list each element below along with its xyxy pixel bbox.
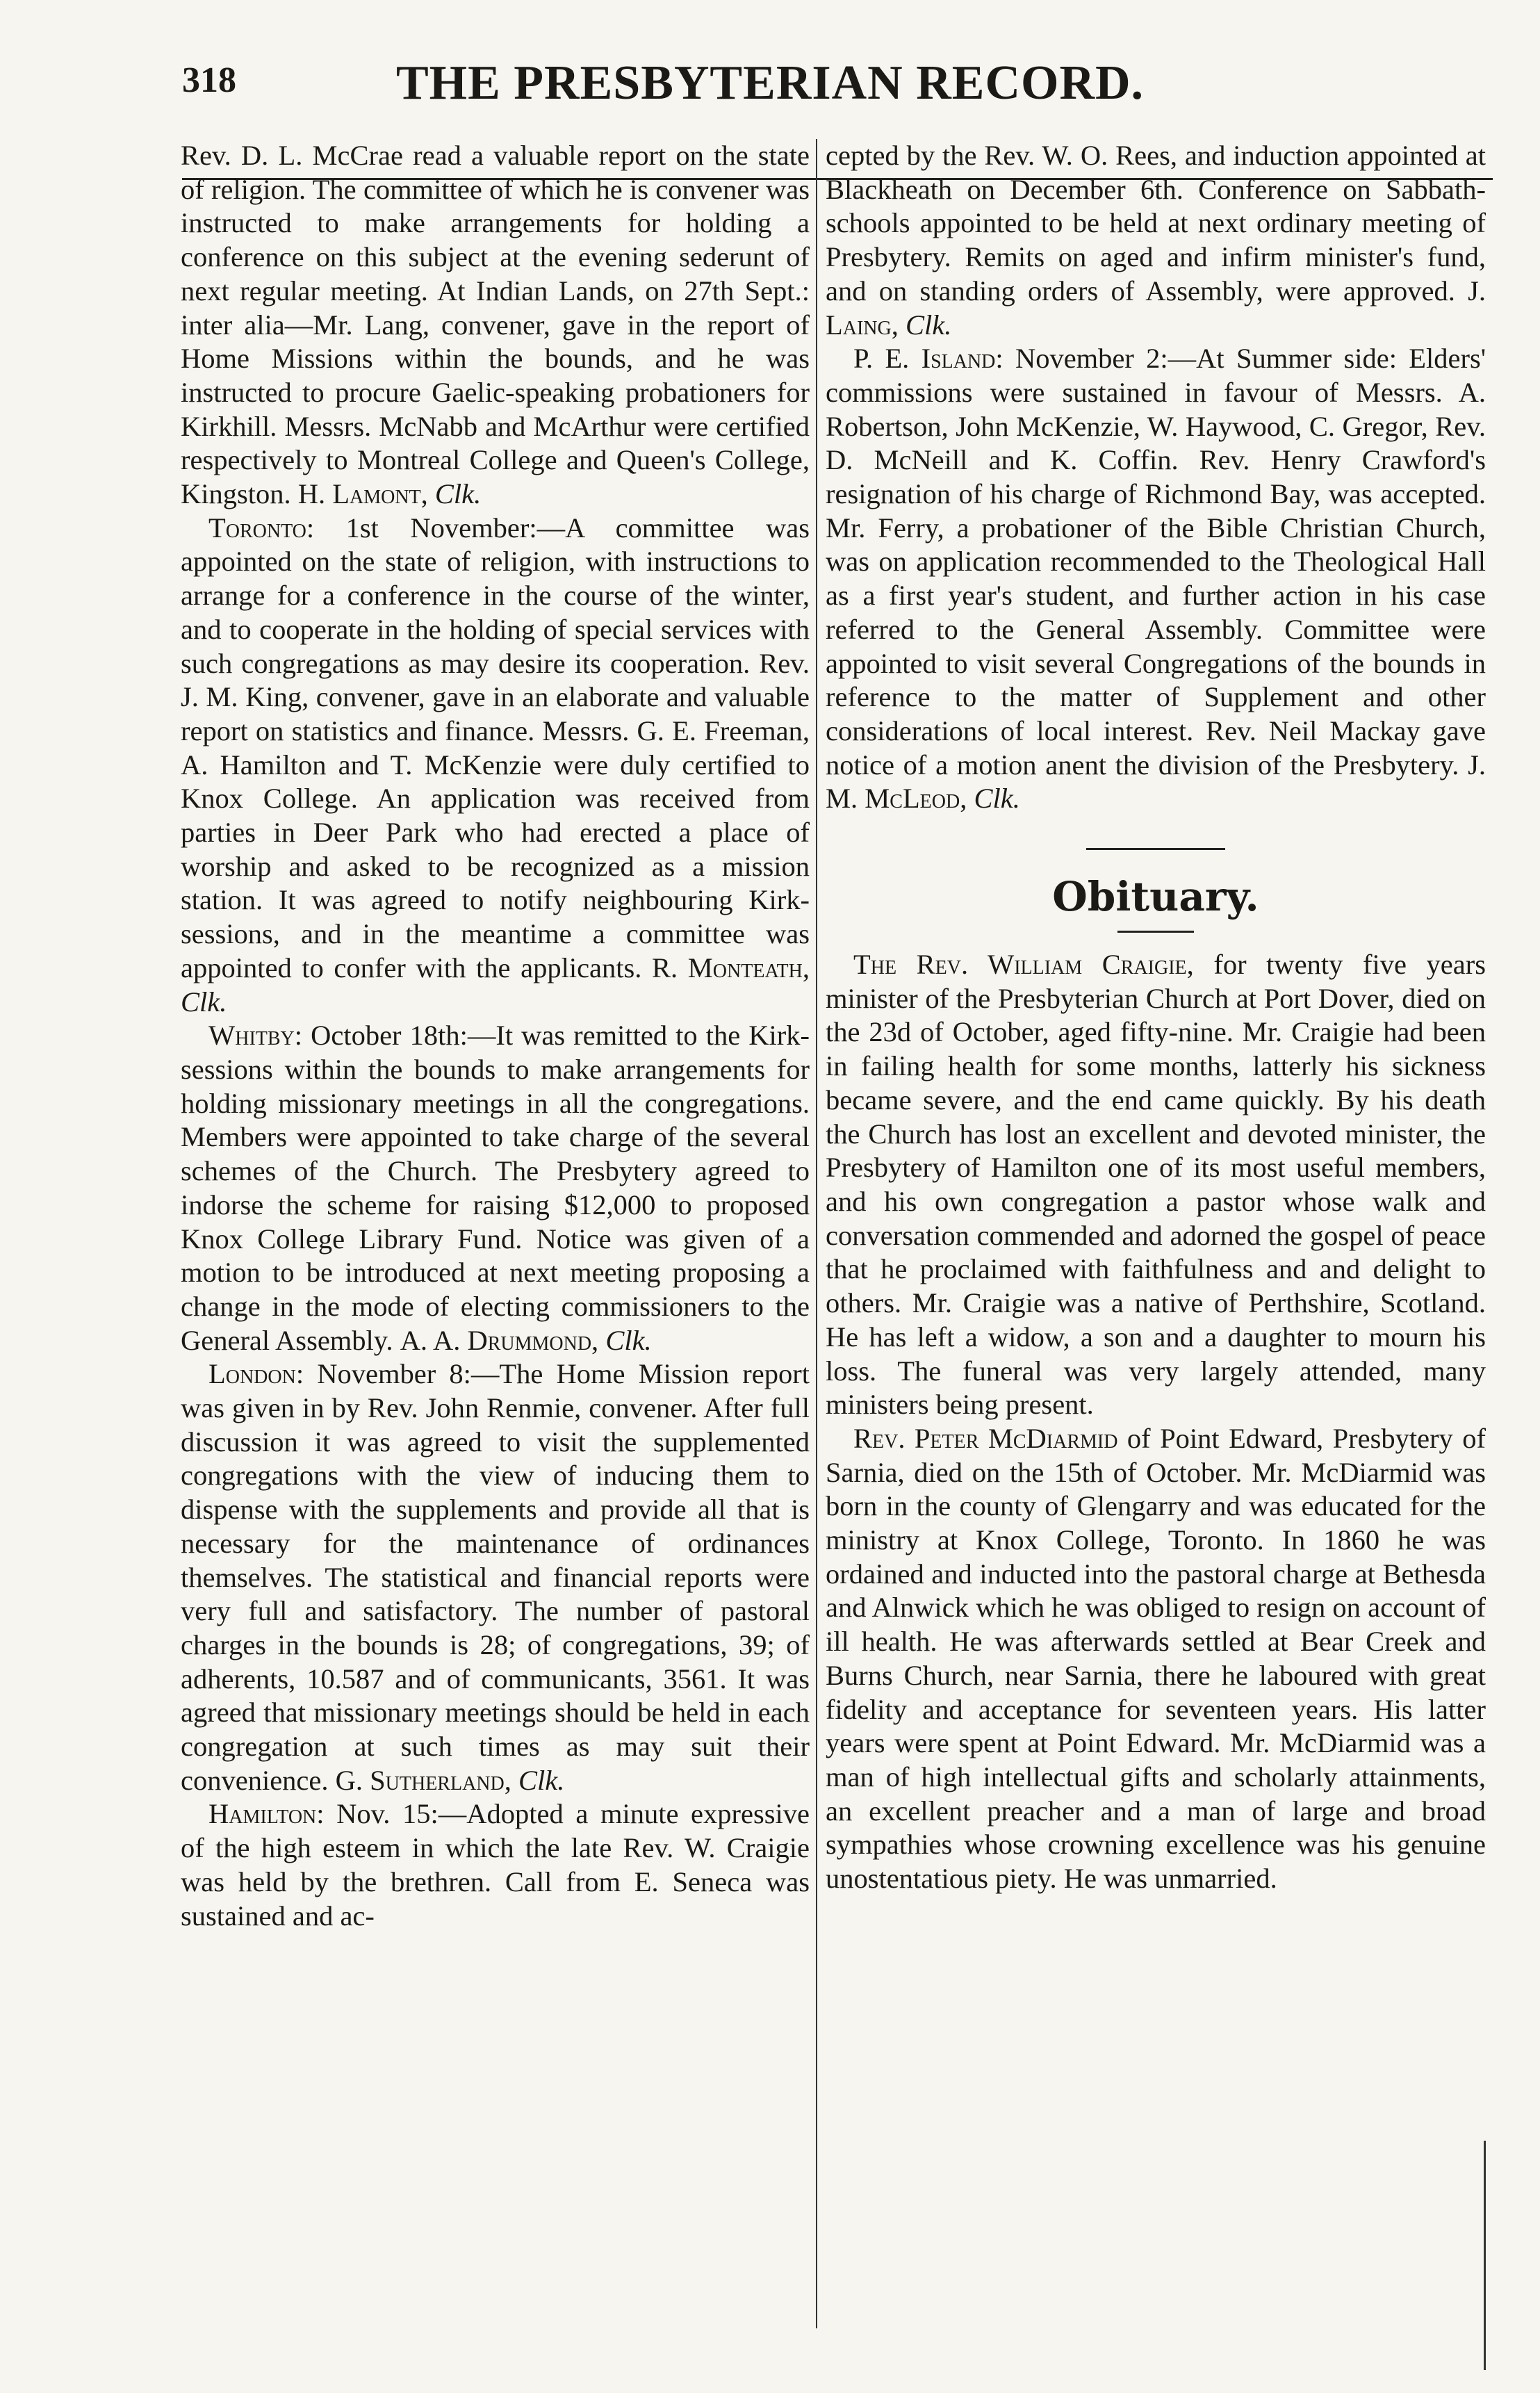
presbytery-name: Whitby [208,1020,295,1052]
clerk-tag: Clk. [605,1324,652,1356]
report-text: cepted by the Rev. W. O. Rees, and induction appointed at Blackheath on December 6th. Conference on Sabbath-schools appointed to be held at next ordinary meeting of Presbytery. Remits on aged and infirm minister's fund, and on standing orders of Assembly, were approved. [826,140,1486,307]
presbytery-name: London [208,1358,296,1390]
clerk-tag: Clk. [974,783,1020,815]
presbytery-report-continued [826,139,1486,342]
column-divider [816,139,817,2328]
clerk-tag: Clk. [181,986,227,1018]
report-text: : October 18th:—It was remitted to the Kirk-sessions within the bounds to make arrangements for holding missionary meetings in all the congregations. Members were appointed to take charge of the several schemes of the Church. The Presbytery agreed to indorse the scheme for raising $12,000 to proposed Knox College Library Fund. Notice was given of a motion to be introduced at next meeting proposing a change in the mode of electing commissioners to the General Assembly. [181,1020,810,1356]
report-text: : November 8:—The Home Mission report was given in by Rev. John Renmie, convener. After full discussion it was agreed to visit the supplemented congregations with the view of inducing them to dispense with the supplements and provide all that is necessary for the maintenance of ordinances themselves. The statistical and financial reports were very full and satisfactory. The number of pastoral charges in the bounds is 28; of congregations, 39; of adherents, 10.587 and of communicants, 3561. It was agreed that missionary meetings should be held in each congregation at such times as may suit their convenience. [181,1358,810,1796]
report-text: : 1st November:—A committee was appointed on the state of religion, with instructions to arrange for a conference in the course of the winter, and to cooperate in the holding of special services with such congregations as may desire its cooperation. Rev. J. M. King, convener, gave in an elaborate and valuable report on statistics and finance. Messrs. G. E. Freeman, A. Hamilton and T. McKenzie were duly certified to Knox College. An application was received from parties in Deer Park who had erected a place of worship and asked to be recognized as a mission station. It was agreed to notify neighbouring Kirk-sessions, and in the meantime a committee was appointed to confer with the applicants. [181,512,810,983]
presbytery-report-hamilton [181,1797,810,1933]
section-rule [1086,848,1225,850]
journal-title: THE PRESBYTERIAN RECORD. [395,56,1145,110]
report-text: : November 2:—At Summer side: Elders' commissions were sustained in favour of Messrs. A. Robertson, John McKenzie, W. Haywood, C. Gregor, Rev. D. McNeill and K. Coffin. Rev. Henry Crawford's resignation of his charge of Richmond Bay, was accepted. Mr. Ferry, a probationer of the Bible Christian Church, was on application recommended to the Theological Hall as a first year's student, and further action in his case referred to the General Assembly. Committee were appointed to visit several Congregations of the bounds in reference to the matter of Supplement and other considerations of local interest. Rev. Neil Mackay gave notice of a motion anent the division of the Presbytery. [826,343,1486,781]
presbytery-name: Toronto [208,512,306,544]
obituary-rule [1117,931,1194,933]
presbytery-report-london [181,1357,810,1797]
obituary-mcdiarmid [826,1422,1486,1896]
clerk-name: J. M. McLeod, [826,749,1486,815]
obituary-text: of Point Edward, Presbytery of Sarnia, died on the 15th of October. Mr. McDiarmid was born in the county of Glengarry and was educated for the ministry at Knox College, Toronto. In 1860 he was ordained and inducted into the pastoral charge at Bethesda and Alnwick which he was obliged to resign on account of ill health. He was afterwards settled at Bear Creek and Burns Church, near Sarnia, there he laboured with great fidelity and acceptance for seventeen years. His latter years were spent at Point Edward. Mr. McDiarmid was a man of high intellectual gifts and scholarly attainments, an excellent preacher and a man of large and broad sympathies whose crowning excellence was his genuine unostentatious piety. He was unmarried. [826,1422,1486,1895]
presbytery-report-glengarry [181,139,810,512]
obituary-craigie [826,948,1486,1422]
presbytery-report-whitby [181,1019,810,1357]
report-text: : Nov. 15:—Adopted a minute expressive of the high esteem in which the late Rev. W. Craigie was held by the brethren. Call from E. Seneca was sustained and ac- [181,1798,810,1931]
presbytery-report-toronto [181,512,810,1020]
clerk-tag: Clk. [905,309,952,341]
page-header [0,56,1540,118]
clerk-tag: Clk. [518,1764,565,1796]
presbytery-name: Hamilton [208,1798,317,1830]
obituary-text: for twenty five years minister of the Presbyterian Church at Port Dover, died on the 23d of October, aged fifty-nine. Mr. Craigie had been in failing health for some months, latterly his sickness became severe, and the end came quickly. By his death the Church has lost an excellent and devoted minister, the Presbytery of Hamilton one of its most useful members, and his own congregation a pastor whose walk and conversation commended and adorned the gospel of peace that he proclaimed with faithfulness and and delight to others. Mr. Craigie was a native of Perthshire, Scotland. He has left a widow, a son and a daughter to mourn his loss. The funeral was very largely attended, many ministers being present. [826,949,1486,1421]
presbytery-report-pei [826,342,1486,816]
presbytery-name: P. E. Island [853,343,996,375]
obituary-heading: Obituary. [1052,873,1259,921]
clerk-name: G. Sutherland, [335,1764,511,1796]
clerk-name: J. Laing, [826,275,1486,341]
report-text: Rev. D. L. McCrae read a valuable report on the state of religion. The committee of which he is convener was instructed to make arrangements for holding a conference on this subject at the evening sederunt of next regular meeting. At Indian Lands, on 27th Sept.: inter alia—Mr. Lang, convener, gave in the report of Home Missions within the bounds, and he was instructed to procure Gaelic-speaking probationers for Kirkhill. Messrs. McNabb and McArthur were certified respectively to Montreal College and Queen's College, Kingston. [181,140,810,510]
clerk-name: H. Lamont, [297,478,428,510]
page-number: 318 [182,60,236,100]
obituary-name: Rev. Peter McDiarmid [853,1422,1118,1454]
obituary-name: The Rev. William Craigie, [853,949,1194,981]
clerk-name: R. Monteath, [652,952,810,983]
margin-line [1484,2141,1486,2370]
right-column [826,139,1486,1896]
left-column [181,139,810,1933]
clerk-name: A. A. Drummond, [400,1324,599,1356]
clerk-tag: Clk. [434,478,482,510]
